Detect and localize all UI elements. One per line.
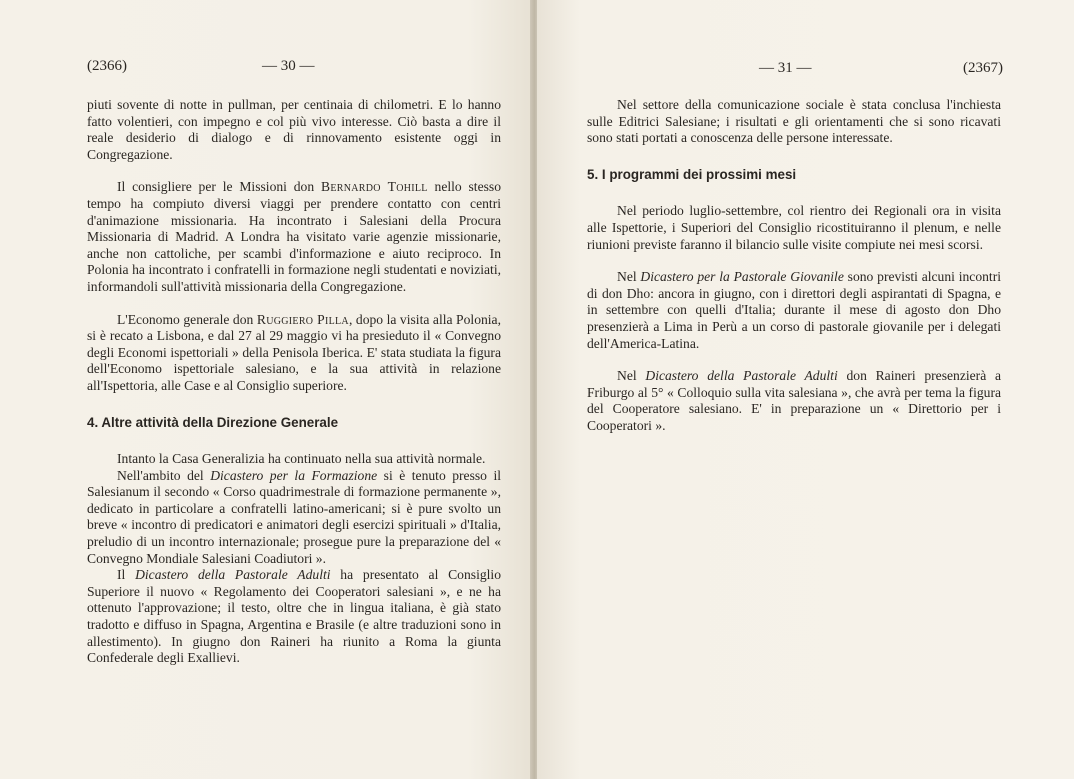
text-run: don Raineri presenzierà a Friburgo al 5° « Colloquio sulla vita salesiana », che avrà per tema la figura del Cooperatore salesiano. E' in preparazione un « Direttorio per i Cooperatori ». [587, 368, 1002, 433]
left-paragraph-2 [87, 179, 501, 295]
left-paragraph-4: Intanto la Casa Generalizia ha continuato nella sua attività normale. [117, 451, 486, 467]
text-run: Il [117, 567, 136, 583]
right-page [537, 0, 1074, 779]
right-paragraph-2: Nel periodo luglio-settembre, col rientro dei Regionali ora in visita alle Ispettorie, i Superiori del Consiglio ricostituiranno il plenum, e nelle riunioni previste faranno il bilancio sulle visite compiute nei mesi scorsi. [587, 203, 1001, 252]
text-run: , dopo la visita alla Polonia, si è recato a Lisbona, e dal 27 al 29 maggio vi ha presieduto il « Convegno degli Economi ispettoriali » della Penisola Iberica. E' stata studiata la figura dell'Economo ispettoriale salesiano, e la sua attività in relazione all'Ispettoria, alle Case e al Consiglio superiore. [87, 311, 501, 393]
section-heading-5: 5. I programmi dei prossimi mesi [587, 166, 797, 182]
emphasis: Dicastero della Pastorale Adulti [135, 567, 331, 583]
text-run: nello stesso tempo ha compiuto diversi viaggi per prendere contatto con centri d'animazione missionaria. Ha incontrato i Salesiani della Procura Missionaria di Madrid. A Londra ha visitato varie agenzie missionarie, anche non cattoliche, per scambi d'informazione e aiuto reciproco. In Polonia ha incontrato i confratelli in formazione negli studentati e noviziati, informandoli sull'attività missionaria della Congregazione. [87, 179, 501, 294]
person-name: Ruggiero Pilla [256, 311, 349, 327]
text-run: L'Economo generale don [117, 311, 257, 327]
left-paragraph-6 [87, 567, 501, 667]
left-page-body [87, 97, 501, 667]
right-paragraph-3 [587, 269, 1001, 352]
left-page-number: — 30 — [262, 58, 315, 74]
text-run: Nell'ambito del [117, 467, 211, 483]
text-run: ha presentato al Consiglio Superiore il nuovo « Regolamento dei Cooperatori salesiani », e ne ha ottenuto l'approvazione; il testo, oltre che in lingua italiana, è già stato tradotto e diffuso in Spagna, Argentina e Brasile (e altre traduzioni sono in allestimento). In giugno don Raineri ha riunito a Roma la giunta Confederale degli Exallievi. [87, 567, 501, 666]
right-page-code: (2367) [963, 60, 1003, 76]
text-run: Il consigliere per le Missioni don [117, 179, 321, 195]
right-page-number: — 31 — [759, 60, 812, 76]
emphasis: Dicastero per la Formazione [210, 467, 378, 483]
right-page-body [587, 97, 1001, 435]
text-run: Nel [617, 269, 641, 285]
left-paragraph-5 [87, 468, 501, 568]
emphasis: Dicastero della Pastorale Adulti [645, 368, 838, 384]
left-paragraph-1: piuti sovente di notte in pullman, per centinaia di chilometri. E lo hanno fatto volentieri, con impegno e col più vivo interesse. Ciò basta a dire il reale desiderio di dialogo e di rinnovamento esistente oggi in Congregazione. [87, 97, 501, 162]
left-page [0, 0, 532, 779]
left-paragraph-3 [87, 312, 501, 395]
text-run: Nel [617, 368, 646, 384]
person-name: Bernardo Tohill [320, 179, 428, 195]
section-heading-4: 4. Altre attività della Direzione Generale [87, 414, 339, 430]
text-run: sono previsti alcuni incontri di don Dho: ancora in giugno, con i direttori degli aspirantati di Spagna, e in settembre con quelli d'Italia; durante il mese di agosto don Dho presenzierà a Lima in Perù a un corso di pastorale giovanile per i delegati dell'America-Latina. [587, 269, 1001, 351]
text-run: si è tenuto presso il Salesianum il secondo « Corso quadrimestrale di formazione permanente », dedicato in particolare a confratelli latino-americani; si è pure svolto un breve « incontro di predicatori e animatori degli esercizi spirituali » d'Italia, preludio di un incontro internazionale; prosegue pure la preparazione del « Convegno Mondiale Salesiani Coadiutori ». [87, 467, 502, 566]
right-paragraph-1: Nel settore della comunicazione sociale è stata conclusa l'inchiesta sulle Editrici Salesiane; i risultati e gli orientamenti che si sono ricavati sono stati portati a conoscenza delle persone interessate. [587, 97, 1001, 146]
left-page-code: (2366) [87, 58, 127, 74]
right-paragraph-4 [587, 368, 1001, 434]
emphasis: Dicastero per la Pastorale Giovanile [640, 269, 844, 285]
